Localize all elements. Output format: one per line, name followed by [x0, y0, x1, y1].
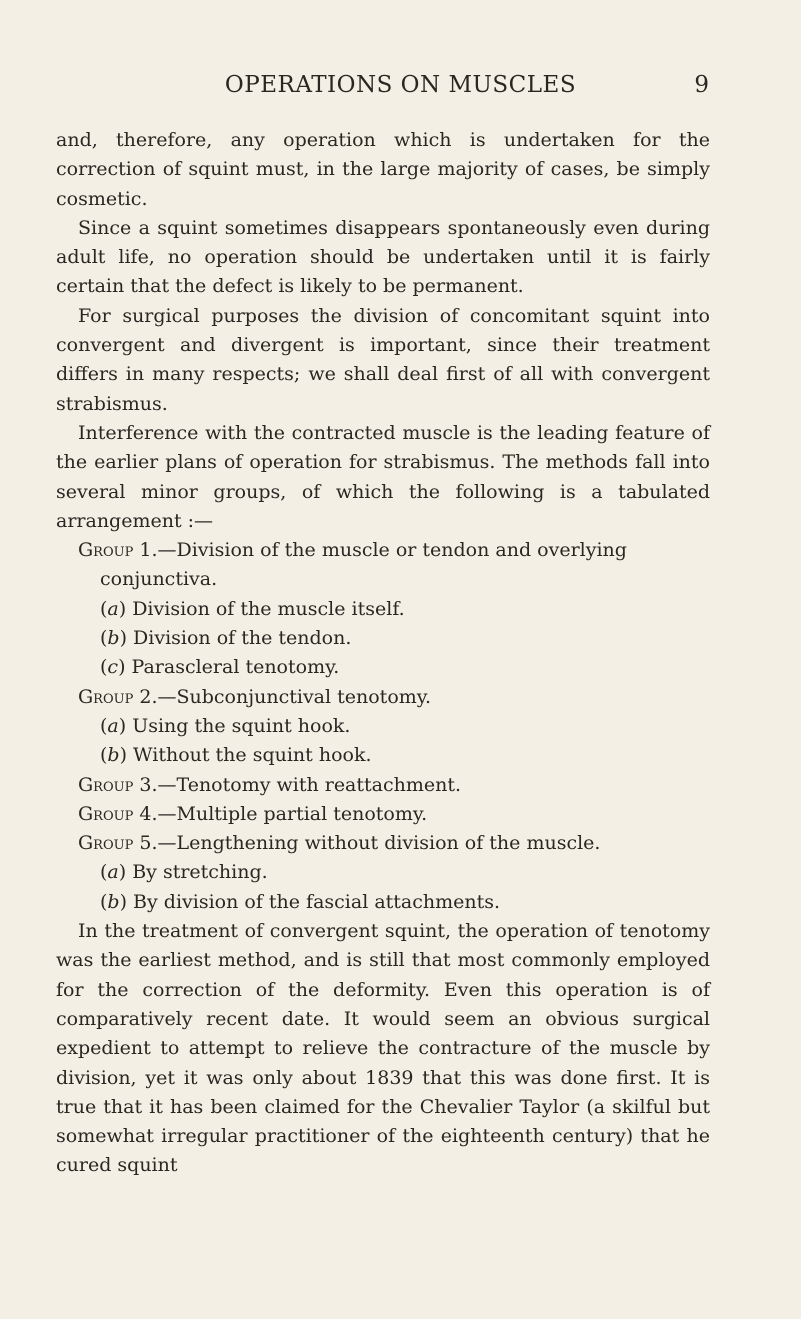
- subitem-text: Parascleral tenotomy.: [131, 656, 340, 679]
- subitem-letter: a: [107, 597, 119, 620]
- subitem-text: Using the squint hook.: [132, 714, 351, 737]
- group-item: [78, 536, 710, 595]
- subitem-text: Without the squint hook.: [133, 744, 372, 767]
- group-text: —Multiple partial tenotomy.: [157, 802, 428, 825]
- group-label: Group 5.: [78, 832, 158, 855]
- paragraph-continued: and, therefore, any operation which is undertaken for the correction of squint must, in the large majority of cases, be simply cosmetic.: [56, 129, 710, 210]
- paragraph: Interference with the contracted muscle is the leading feature of the earlier plans of operation for strabismus. The methods fall into several minor groups, of which the following is a tabulated arrangement :—: [56, 421, 710, 532]
- subitem-text: Division of the muscle itself.: [132, 597, 405, 620]
- page-number: 9: [694, 72, 709, 98]
- group-label: Group 3.: [78, 773, 158, 796]
- group-item: [78, 683, 710, 712]
- group-item: [78, 829, 710, 858]
- subitem-letter: b: [107, 627, 120, 650]
- group-text: —Lengthening without division of the muscle.: [157, 832, 601, 855]
- group-subitem: (b) Without the squint hook.: [100, 744, 372, 767]
- group-subitem: (b) Division of the tendon.: [100, 627, 352, 650]
- group-subitem: (a) Division of the muscle itself.: [100, 597, 405, 620]
- subitem-letter: b: [107, 890, 120, 913]
- subitem-letter: a: [107, 714, 119, 737]
- group-label: Group 1.: [78, 539, 158, 562]
- group-text: —Subconjunctival tenotomy.: [157, 685, 432, 708]
- group-item: [78, 771, 710, 800]
- running-title: OPERATIONS ON MUSCLES: [224, 72, 577, 98]
- subitem-text: Division of the tendon.: [133, 627, 352, 650]
- subitem-text: By stretching.: [132, 861, 268, 884]
- paragraph: Since a squint sometimes disappears spontaneously even during adult life, no operation should be undertaken until it is fairly certain that the defect is likely to be permanent.: [56, 216, 710, 298]
- group-label: Group 2.: [78, 685, 158, 708]
- group-label: Group 4.: [78, 802, 158, 825]
- group-text: —Tenotomy with reattachment.: [157, 773, 462, 796]
- group-item: [78, 800, 710, 829]
- group-subitem: (b) By division of the fascial attachments.: [100, 890, 501, 913]
- page-header: [0, 72, 801, 112]
- subitem-letter: a: [107, 861, 119, 884]
- paragraph: For surgical purposes the division of concomitant squint into convergent and divergent is important, since their treatment differs in many respects; we shall deal first of all with convergent strabismus.: [56, 304, 710, 415]
- body-text: [56, 126, 710, 1181]
- subitem-letter: b: [107, 744, 120, 767]
- operation-groups-list: [56, 536, 710, 917]
- group-subitem: (a) By stretching.: [100, 861, 268, 884]
- group-subitem: (c) Parascleral tenotomy.: [100, 656, 340, 679]
- group-subitem: (a) Using the squint hook.: [100, 714, 351, 737]
- subitem-letter: c: [107, 656, 119, 679]
- subitem-text: By division of the fascial attachments.: [133, 890, 501, 913]
- paragraph: In the treatment of convergent squint, the operation of tenotomy was the earliest method, and is still that most commonly employed for the correction of the deformity. Even this operation is of comparatively recent date. It would seem an obvious surgical expedient to attempt to relieve the contracture of the muscle by division, yet it was only about 1839 that this was done first. It is true that it has been claimed for the Chevalier Taylor (a skilful but somewhat irregular practitioner of the eighteenth century) that he cured squint: [56, 920, 710, 1177]
- group-text: —Division of the muscle or tendon and overlying conjunctiva.: [100, 539, 627, 591]
